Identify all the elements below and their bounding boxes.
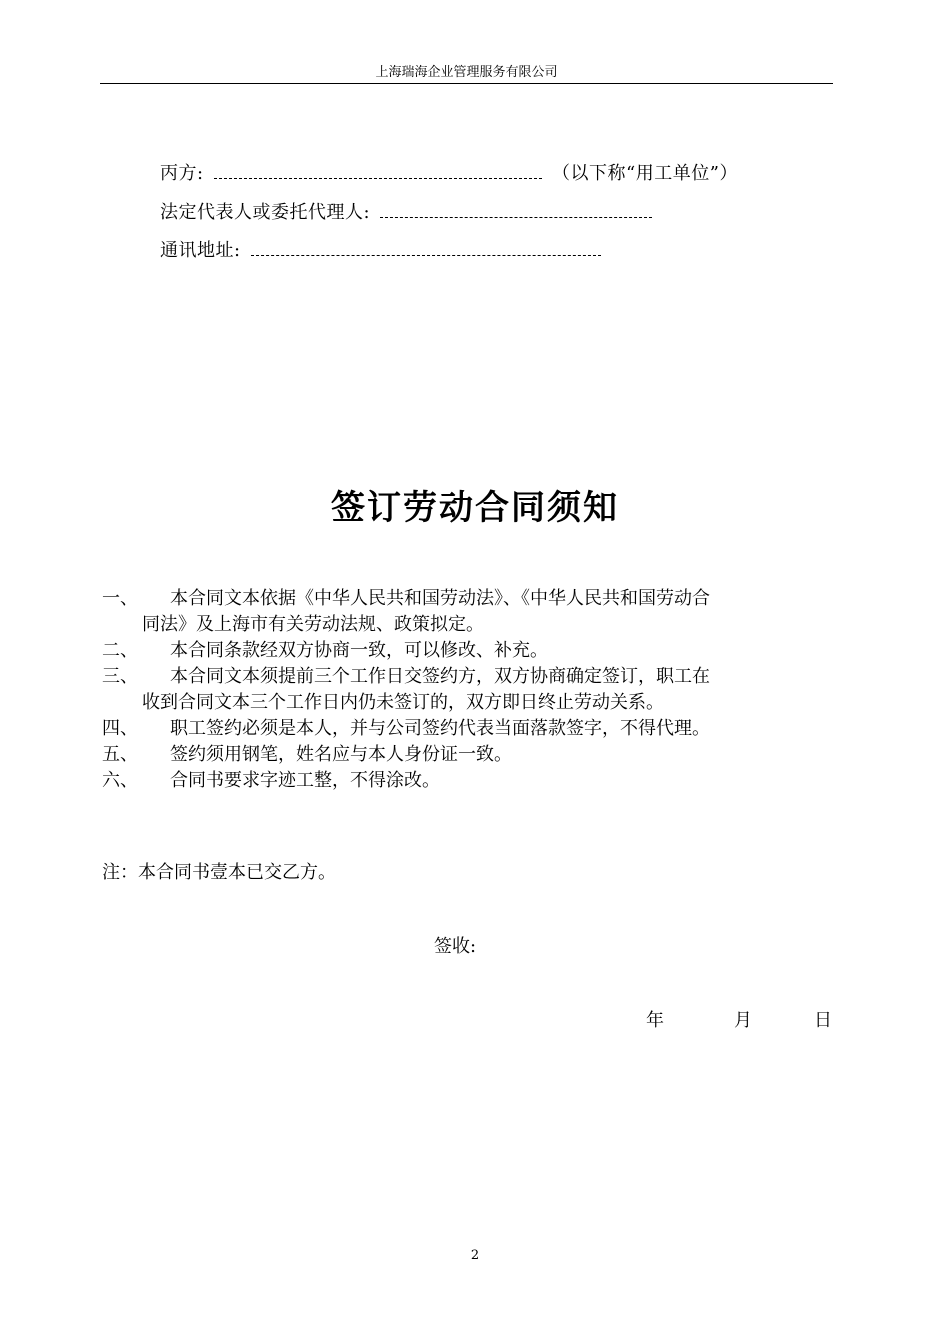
clause-text-cont: 同法》及上海市有关劳动法规、政策拟定。 — [142, 614, 484, 635]
clause-number: 一、 — [102, 588, 138, 609]
notice-title: 签订劳动合同须知 — [331, 488, 619, 528]
party-c-label: 丙方: — [160, 163, 204, 184]
clause-text-cont: 收到合同文本三个工作日内仍未签订的，双方即日终止劳动关系。 — [142, 692, 664, 713]
party-c-suffix: （以下称“用工单位”） — [552, 163, 738, 184]
clause-text: 合同书要求字迹工整，不得涂改。 — [170, 770, 440, 791]
party-c-rep-label: 法定代表人或委托代理人: — [160, 202, 371, 223]
clause-text: 本合同条款经双方协商一致，可以修改、补充。 — [170, 640, 548, 661]
date-day-label: 日 — [814, 1010, 832, 1031]
party-c-address-line — [160, 239, 605, 263]
page-number: 2 — [470, 1248, 480, 1263]
header-rule — [100, 83, 833, 84]
clause-text: 本合同文本须提前三个工作日交签约方，双方协商确定签订，职工在 — [170, 666, 710, 687]
notice-clauses — [102, 586, 842, 794]
sign-receipt-label: 签收: — [434, 936, 477, 957]
clause-item — [102, 664, 842, 716]
clause-number: 四、 — [102, 718, 138, 739]
date-month-label: 月 — [734, 1010, 752, 1031]
party-c-address-blank[interactable] — [251, 241, 601, 256]
clause-number: 三、 — [102, 666, 138, 687]
page-header — [100, 64, 833, 82]
party-c-rep-blank[interactable] — [380, 203, 652, 218]
party-c-rep-line — [160, 201, 656, 225]
clause-number: 二、 — [102, 640, 138, 661]
clause-text: 签约须用钢笔，姓名应与本人身份证一致。 — [170, 744, 512, 765]
date-year-label: 年 — [646, 1010, 664, 1031]
header-company: 上海瑞海企业管理服务有限公司 — [375, 65, 558, 80]
clause-item — [102, 742, 842, 768]
clause-item — [102, 768, 842, 794]
clause-item — [102, 586, 842, 638]
clause-number: 五、 — [102, 744, 138, 765]
clause-item — [102, 716, 842, 742]
clause-text: 本合同文本依据《中华人民共和国劳动法》、《中华人民共和国劳动合 — [170, 588, 710, 609]
party-c-blank[interactable] — [214, 164, 542, 179]
clause-text: 职工签约必须是本人，并与公司签约代表当面落款签字，不得代理。 — [170, 718, 710, 739]
clause-number: 六、 — [102, 770, 138, 791]
delivery-note: 注：本合同书壹本已交乙方。 — [102, 862, 336, 883]
clause-item — [102, 638, 842, 664]
party-c-address-label: 通讯地址: — [160, 240, 241, 261]
party-c-line — [160, 162, 738, 186]
